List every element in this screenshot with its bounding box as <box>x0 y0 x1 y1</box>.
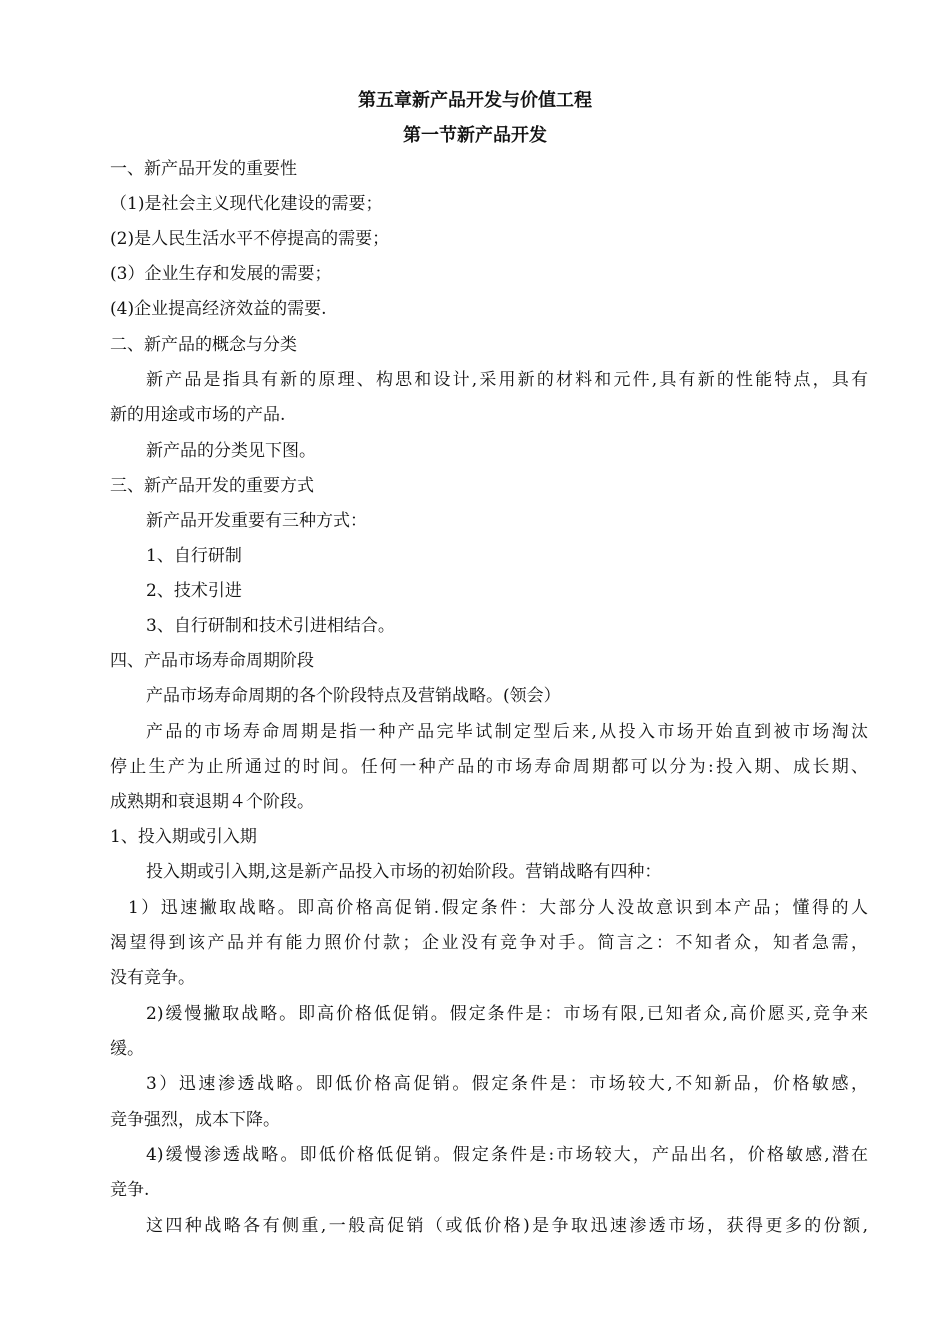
paragraph-line: 成熟期和衰退期４个阶段。 <box>110 792 314 812</box>
paragraph-line: 4)缓慢渗透战略。即低价格低促销。假定条件是:市场较大，产品出名，价格敏感,潜在 <box>146 1145 868 1165</box>
chapter-title: 第五章新产品开发与价值工程 <box>358 90 592 111</box>
paragraph-line: 这四种战略各有侧重,一般高促销（或低价格)是争取迅速渗透市场，获得更多的份额, <box>146 1216 868 1236</box>
paragraph-line: 竞争强烈，成本下降。 <box>110 1110 280 1130</box>
paragraph-line: 竞争. <box>110 1180 150 1200</box>
paragraph-line: 产品的市场寿命周期是指一种产品完毕试制定型后来,从投入市场开始直到被市场淘汰 <box>146 722 868 742</box>
list-item: （1)是社会主义现代化建设的需要； <box>110 194 383 214</box>
paragraph-line: 新产品的分类见下图。 <box>146 441 316 461</box>
heading-importance: 一、新产品开发的重要性 <box>110 159 297 179</box>
paragraph-line: 1）迅速撇取战略。即高价格高促销.假定条件：大部分人没故意识到本产品；懂得的人 <box>128 898 868 918</box>
list-item: (4)企业提高经济效益的需要. <box>110 299 327 319</box>
list-item: (3）企业生存和发展的需要； <box>110 264 332 284</box>
paragraph-line: 投入期或引入期,这是新产品投入市场的初始阶段。营销战略有四种： <box>146 862 662 882</box>
paragraph-line: 新的用途或市场的产品. <box>110 405 286 425</box>
heading-concept: 二、新产品的概念与分类 <box>110 335 297 355</box>
paragraph-line: 没有竞争。 <box>110 968 195 988</box>
paragraph-line: 新产品是指具有新的原理、构思和设计,采用新的材料和元件,具有新的性能特点，具有 <box>146 370 868 390</box>
paragraph-line: 产品市场寿命周期的各个阶段特点及营销战略。(领会） <box>146 686 561 706</box>
paragraph-line: 缓。 <box>110 1039 144 1059</box>
paragraph-line: 2)缓慢撇取战略。即高价格低促销。假定条件是：市场有限,已知者众,高价愿买,竞争来 <box>146 1004 868 1024</box>
list-item: (2)是人民生活水平不停提高的需要； <box>110 229 390 249</box>
paragraph-line: 新产品开发重要有三种方式： <box>146 511 367 531</box>
list-item: 1、自行研制 <box>146 546 242 566</box>
heading-lifecycle: 四、产品市场寿命周期阶段 <box>110 651 314 671</box>
paragraph-line: 渴望得到该产品并有能力照价付款；企业没有竞争对手。简言之：不知者众，知者急需， <box>110 933 868 953</box>
list-item: 2、技术引进 <box>146 581 242 601</box>
heading-methods: 三、新产品开发的重要方式 <box>110 476 314 496</box>
paragraph-line: 停止生产为止所通过的时间。任何一种产品的市场寿命周期都可以分为:投入期、成长期、 <box>110 757 868 777</box>
section-title: 第一节新产品开发 <box>403 125 547 146</box>
list-item: 3、自行研制和技术引进相结合。 <box>146 616 395 636</box>
subheading-introduction: 1、投入期或引入期 <box>110 827 257 847</box>
paragraph-line: 3）迅速渗透战略。即低价格高促销。假定条件是：市场较大,不知新品，价格敏感， <box>146 1074 868 1094</box>
